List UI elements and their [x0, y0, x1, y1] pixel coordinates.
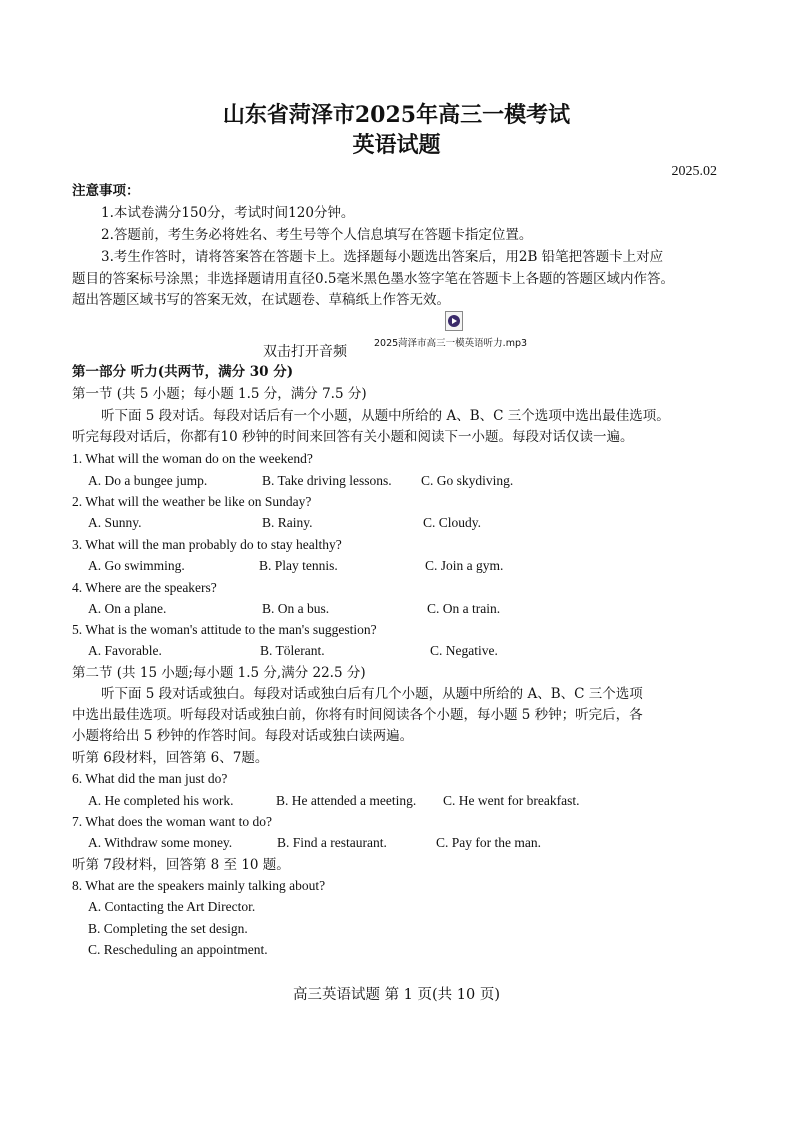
section2-instruction-line3: 小题将给出 5 秒钟的作答时间。每段对话或独白读两遍。 — [72, 728, 414, 744]
q7-option-c: C. Pay for the man. — [436, 835, 541, 850]
exam-subtitle: 英语试题 — [352, 132, 441, 158]
question-1: 1. What will the woman do on the weekend? — [72, 451, 313, 466]
notice-item-3-line2: 题目的答案标号涂黑；非选择题请用直径0.5毫米黑色墨水签字笔在答题卡上各题的答题区域内作答。 — [72, 271, 674, 287]
material-7-instruction: 听第 7段材料，回答第 8 至 10 题。 — [72, 857, 290, 873]
audio-filename[interactable]: 2025菏泽市高三一模英语听力.mp3 — [374, 338, 528, 349]
section2-instruction-line1: 听下面 5 段对话或独白。每段对话或独白后有几个小题，从题中所给的 A、B、C 三个选项 — [101, 686, 643, 702]
q3-option-c: C. Join a gym. — [425, 558, 504, 573]
q7-option-a: A. Withdraw some money. — [88, 835, 233, 850]
question-3: 3. What will the man probably do to stay healthy? — [72, 537, 342, 552]
q3-option-a: A. Go swimming. — [88, 558, 185, 573]
q6-option-b: B. He attended a meeting. — [276, 793, 417, 808]
question-4: 4. Where are the speakers? — [72, 580, 217, 595]
audio-open-label: 双击打开音频 — [263, 344, 347, 360]
q8-option-b: B. Completing the set design. — [88, 921, 248, 936]
q8-option-c: C. Rescheduling an appointment. — [88, 942, 268, 957]
notice-item-3-line3: 超出答题区域书写的答案无效，在试题卷、草稿纸上作答无效。 — [72, 292, 450, 308]
q4-option-b: B. On a bus. — [262, 601, 330, 616]
q2-option-a: A. Sunny. — [88, 515, 142, 530]
q1-option-a: A. Do a bungee jump. — [88, 473, 208, 488]
q2-option-c: C. Cloudy. — [423, 515, 482, 530]
q3-option-b: B. Play tennis. — [259, 558, 338, 573]
notice-item-1: 1.本试卷满分150分，考试时间120分钟。 — [101, 205, 355, 221]
material-6-instruction: 听第 6段材料，回答第 6、7题。 — [72, 750, 269, 766]
section1-instruction-line2: 听完每段对话后，你都有10 秒钟的时间来回答有关小题和阅读下一小题。每段对话仅读一遍。 — [72, 429, 634, 445]
q5-option-a: A. Favorable. — [88, 643, 162, 658]
page-footer: 高三英语试题 第 1 页(共 10 页) — [292, 987, 501, 1003]
exam-title: 山东省菏泽市2025年高三一模考试 — [222, 102, 571, 128]
q4-option-c: C. On a train. — [427, 601, 501, 616]
exam-date: 2025.02 — [671, 164, 717, 179]
q7-option-b: B. Find a restaurant. — [277, 835, 387, 850]
q8-option-a: A. Contacting the Art Director. — [88, 899, 256, 914]
section1-instruction-line1: 听下面 5 段对话。每段对话后有一个小题，从题中所给的 A、B、C 三个选项中选出最佳选项。 — [101, 408, 670, 424]
q2-option-b: B. Rainy. — [262, 515, 313, 530]
section1-heading: 第一节 (共 5 小题；每小题 1.5 分，满分 7.5 分) — [72, 386, 367, 402]
notice-heading: 注意事项： — [72, 183, 140, 199]
q5-option-c: C. Negative. — [430, 643, 498, 658]
notice-item-3-line1: 3.考生作答时，请将答案答在答题卡上。选择题每小题选出答案后，用2B 铅笔把答题卡上对应 — [101, 249, 664, 265]
section2-instruction-line2: 中选出最佳选项。听每段对话或独白前，你将有时间阅读各个小题，每小题 5 秒钟；听完后，各 — [72, 707, 643, 723]
question-2: 2. What will the weather be like on Sunday? — [72, 494, 312, 509]
q6-option-a: A. He completed his work. — [88, 793, 234, 808]
q5-option-b: B. Tölerant. — [260, 643, 325, 658]
question-8: 8. What are the speakers mainly talking about? — [72, 878, 326, 893]
question-7: 7. What does the woman want to do? — [72, 814, 272, 829]
q1-option-b: B. Take driving lessons. — [262, 473, 392, 488]
q6-option-c: C. He went for breakfast. — [443, 793, 580, 808]
section2-heading: 第二节 (共 15 小题;每小题 1.5 分,满分 22.5 分) — [72, 665, 366, 681]
q1-option-c: C. Go skydiving. — [421, 473, 514, 488]
question-5: 5. What is the woman's attitude to the man's suggestion? — [72, 622, 377, 637]
q4-option-a: A. On a plane. — [88, 601, 167, 616]
question-6: 6. What did the man just do? — [72, 771, 228, 786]
notice-item-2: 2.答题前，考生务必将姓名、考生号等个人信息填写在答题卡指定位置。 — [101, 227, 533, 243]
audio-file-icon[interactable] — [445, 311, 463, 331]
part1-heading: 第一部分 听力(共两节，满分 30 分) — [72, 364, 294, 380]
